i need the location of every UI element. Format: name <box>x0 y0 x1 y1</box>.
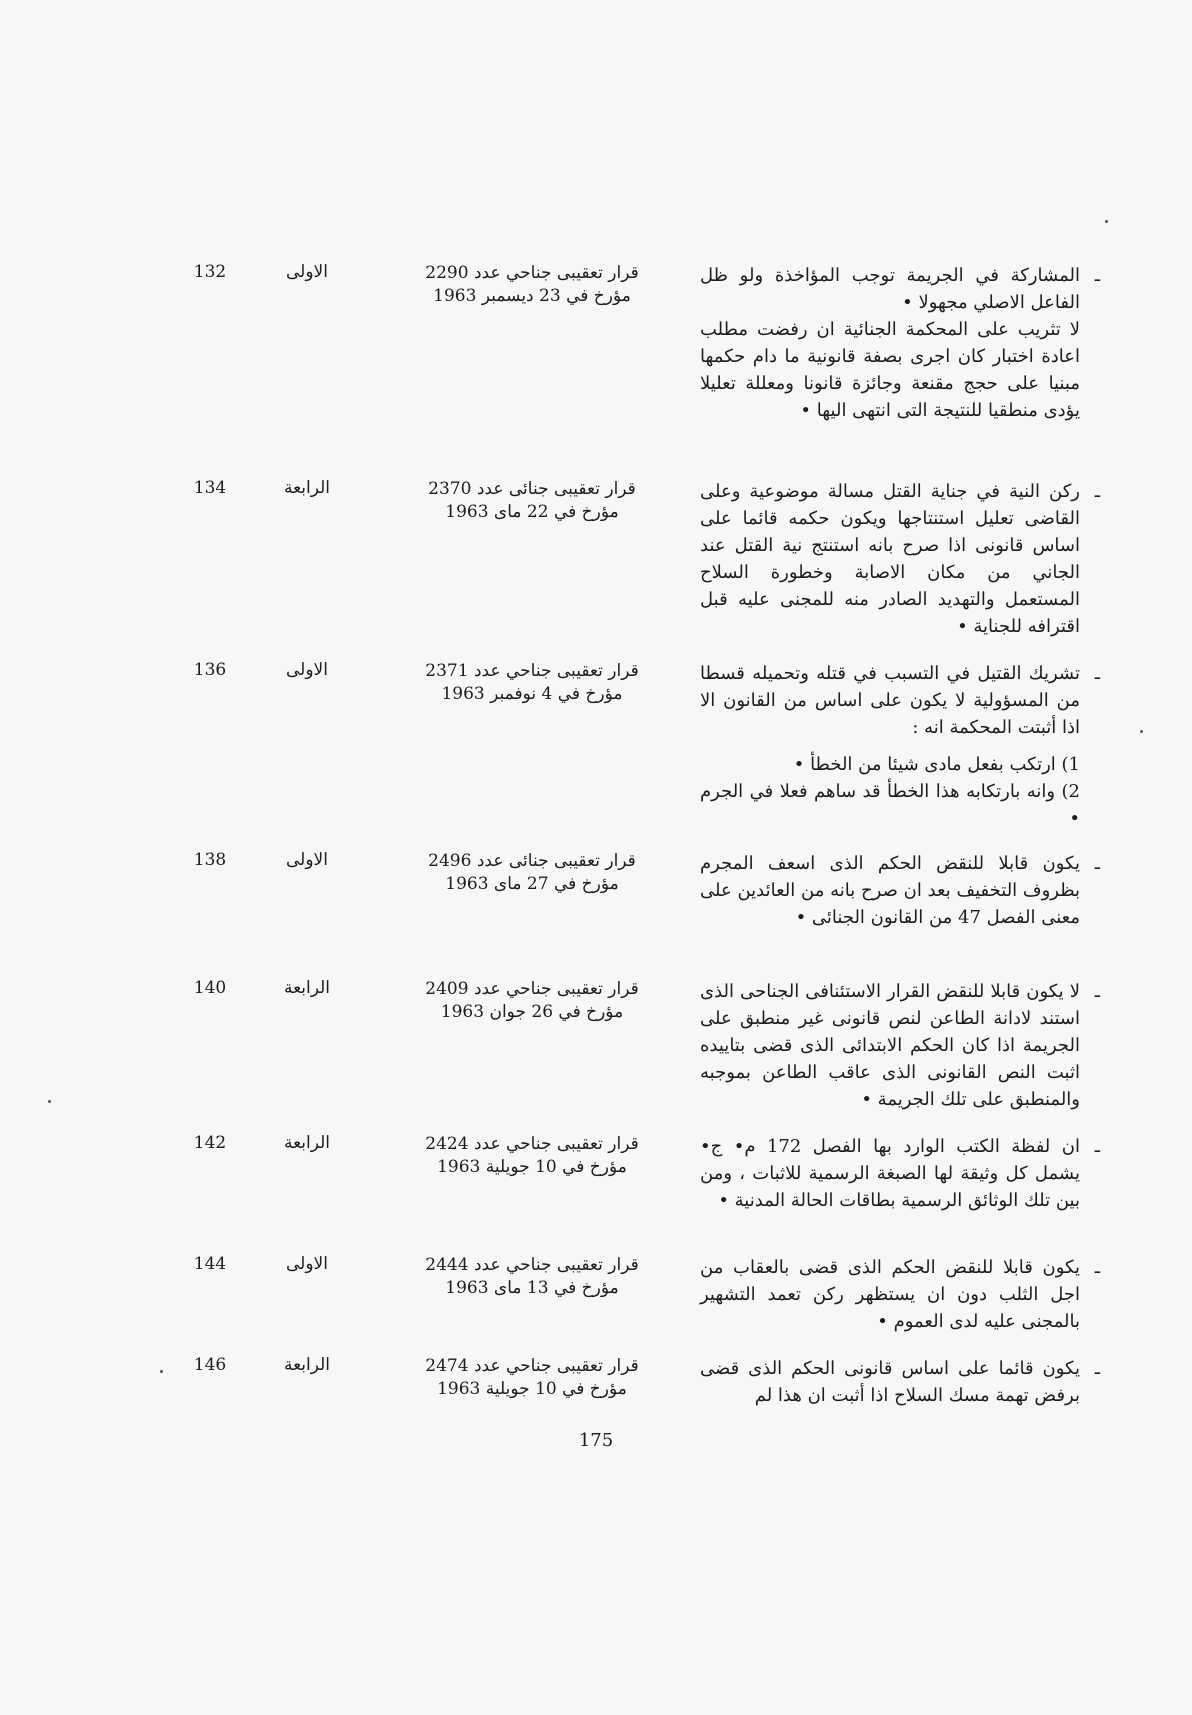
summary-text: المشاركة في الجريمة توجب المؤاخذة ولو ظل الفاعل الاصلي مجهولا • لا تثريب على المحكمة الجنائية ان رفضت مطلب اعادة اختبار كان اجرى بصفة قانونية ما دام حكمها مبنيا على حجج مقنعة وجائزة قانونا ومعللة تعليلا يؤدى منطقيا للنتيجة التى انتهى اليها • <box>700 265 1080 421</box>
decision-date: مؤرخ في 27 ماى 1963 <box>445 874 619 894</box>
entry-summary <box>700 978 1100 1113</box>
decision-reference <box>417 1133 647 1179</box>
summary-text: يكون قابلا للنقض الحكم الذى اسعف المجرم بظروف التخفيف بعد ان صرح بانه من العائدين على معنى الفصل 47 من القانون الجنائى • <box>700 853 1080 928</box>
scan-speck <box>1105 220 1108 223</box>
chamber-label: الرابعة <box>283 978 331 998</box>
chamber-label: الرابعة <box>283 478 331 498</box>
decision-number: قرار تعقيبى جنائى عدد 2370 <box>428 479 636 499</box>
page-reference: 138 <box>193 850 227 870</box>
decision-number: قرار تعقيبى جناحي عدد 2474 <box>425 1356 639 1376</box>
decision-reference <box>417 850 647 896</box>
decision-date: مؤرخ في 4 نوفمبر 1963 <box>441 684 623 704</box>
entry-summary <box>700 1355 1100 1409</box>
bullet-dash: ـ <box>1094 663 1100 684</box>
decision-reference <box>417 478 647 524</box>
bullet-dash: ـ <box>1094 1358 1100 1379</box>
summary-text: لا يكون قابلا للنقض القرار الاستئنافى الجناحى الذى استند لادانة الطاعن لنص قانونى غير منطبق على الجريمة اذا كان الحكم الابتدائى الذى قضى بتاييده اثبت النص القانونى الذى عاقب الطاعن بموجبه والمنطبق على تلك الجريمة • <box>700 981 1080 1110</box>
decision-reference <box>417 262 647 308</box>
scan-speck <box>48 1100 51 1103</box>
page-reference: 136 <box>193 660 227 680</box>
page-reference: 134 <box>193 478 227 498</box>
entry-summary <box>700 660 1100 832</box>
decision-number: قرار تعقيبى جناحي عدد 2424 <box>425 1134 639 1154</box>
summary-text: يكون قابلا للنقض الحكم الذى قضى بالعقاب من اجل الثلب دون ان يستظهر ركن تعمد التشهير بالمجنى عليه لدى العموم • <box>700 1257 1080 1332</box>
page-reference: 146 <box>193 1355 227 1375</box>
page-reference: 140 <box>193 978 227 998</box>
chamber-label: الرابعة <box>283 1133 331 1153</box>
summary-text: ان لفظة الكتب الوارد بها الفصل 172 م• ج• يشمل كل وثيقة لها الصبغة الرسمية للاثبات ، ومن بين تلك الوثائق الرسمية بطاقات الحالة المدنية • <box>700 1136 1080 1211</box>
decision-number: قرار تعقيبى جناحي عدد 2371 <box>425 661 639 681</box>
decision-number: قرار تعقيبى جنائى عدد 2496 <box>428 851 636 871</box>
scan-speck <box>1140 730 1143 733</box>
bullet-dash: ـ <box>1094 481 1100 502</box>
bullet-dash: ـ <box>1094 265 1100 286</box>
entry-summary <box>700 478 1100 640</box>
decision-reference <box>417 1355 647 1401</box>
decision-date: مؤرخ في 10 جويلية 1963 <box>437 1379 627 1399</box>
decision-reference <box>417 978 647 1024</box>
decision-reference <box>417 660 647 706</box>
bullet-dash: ـ <box>1094 981 1100 1002</box>
summary-text: تشريك القتيل في التسبب في قتله وتحميله قسطا من المسؤولية لا يكون على اساس من القانون الا اذا أثبتت المحكمة انه : <box>700 663 1080 738</box>
summary-text: يكون قائما على اساس قانونى الحكم الذى قضى برفض تهمة مسك السلاح اذا أثبت ان هذا لم <box>700 1358 1080 1406</box>
decision-date: مؤرخ في 13 ماى 1963 <box>445 1278 619 1298</box>
condition-item: 2) وانه بارتكابه هذا الخطأ قد ساهم فعلا في الجرم • <box>700 781 1080 829</box>
decision-number: قرار تعقيبى جناحي عدد 2409 <box>425 979 639 999</box>
decision-number: قرار تعقيبى جناحي عدد 2290 <box>425 263 639 283</box>
chamber-label: الاولى <box>286 660 328 680</box>
condition-item: 1) ارتكب بفعل مادى شيئا من الخطأ • <box>793 754 1080 775</box>
page-number: 175 <box>578 1430 614 1451</box>
chamber-label: الرابعة <box>283 1355 331 1375</box>
chamber-label: الاولى <box>286 262 328 282</box>
chamber-label: الاولى <box>286 1254 328 1274</box>
decision-date: مؤرخ في 26 جوان 1963 <box>440 1002 624 1022</box>
summary-text: ركن النية في جناية القتل مسالة موضوعية وعلى القاضى تعليل استنتاجها ويكون حكمه قائما على اساس قانونى اذا صرح بانه استنتج نية القتل عند الجاني من مكان الاصابة وخطورة السلاح المستعمل والتهديد الصادر منه للمجنى عليه قبل اقترافه للجناية • <box>700 481 1080 637</box>
page-reference: 144 <box>193 1254 227 1274</box>
bullet-dash: ـ <box>1094 1136 1100 1157</box>
bullet-dash: ـ <box>1094 853 1100 874</box>
page-reference: 142 <box>193 1133 227 1153</box>
scan-speck <box>160 1370 163 1373</box>
page-reference: 132 <box>193 262 227 282</box>
entry-summary <box>700 1254 1100 1335</box>
chamber-label: الاولى <box>286 850 328 870</box>
decision-date: مؤرخ في 23 ديسمبر 1963 <box>433 286 631 306</box>
decision-number: قرار تعقيبى جناحي عدد 2444 <box>425 1255 639 1275</box>
entry-summary <box>700 1133 1100 1214</box>
decision-date: مؤرخ في 22 ماى 1963 <box>445 502 619 522</box>
decision-date: مؤرخ في 10 جويلية 1963 <box>437 1157 627 1177</box>
decision-reference <box>417 1254 647 1300</box>
bullet-dash: ـ <box>1094 1257 1100 1278</box>
entry-summary <box>700 850 1100 931</box>
entry-summary <box>700 262 1100 424</box>
condition-list <box>700 751 1080 832</box>
